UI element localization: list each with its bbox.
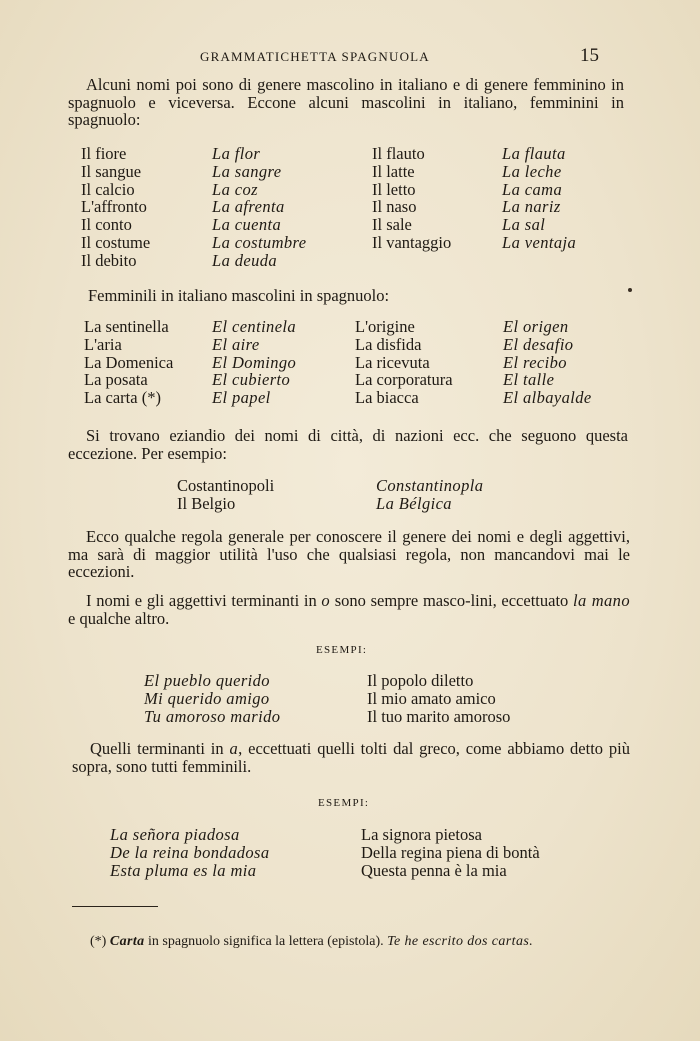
italian-phrase: Questa penna è la mia bbox=[361, 860, 507, 880]
spanish-word: La afrenta bbox=[212, 197, 285, 217]
masculine-italian-table bbox=[81, 145, 622, 270]
feminine-italian-table bbox=[84, 318, 628, 407]
spanish-word: El origen bbox=[503, 317, 569, 336]
italian-word: L'affronto bbox=[81, 197, 147, 217]
examples-label-2: ESEMPI: bbox=[318, 797, 370, 809]
running-title: GRAMMATICHETTA SPAGNUOLA bbox=[200, 49, 430, 64]
italian-word: L'origine bbox=[355, 317, 415, 336]
a-rule-part2: , eccettuati quelli tolti dal greco, come abbiamo detto più sopra, sono tutti femminili. bbox=[72, 739, 631, 776]
spanish-phrase: La Bélgica bbox=[376, 493, 452, 513]
spanish-word: La flauta bbox=[502, 144, 566, 163]
cities-examples bbox=[177, 477, 536, 513]
spanish-word: El talle bbox=[503, 370, 555, 390]
spanish-phrase: Constantinopla bbox=[376, 476, 484, 495]
italian-word: Il sangue bbox=[81, 161, 142, 181]
spanish-word: La nariz bbox=[502, 197, 561, 217]
intro-paragraph-text: Alcuni nomi poi sono di genere mascolino in italiano e di genere femminino in spagnuolo e viceversa. Eccone alcuni mascolini in italiano, femminini in spagnuolo: bbox=[68, 75, 624, 129]
spanish-word: La leche bbox=[502, 161, 562, 181]
italian-word: La biacca bbox=[355, 388, 419, 408]
italian-word: La disfida bbox=[355, 334, 422, 354]
cities-paragraph bbox=[68, 427, 628, 462]
spanish-word: El papel bbox=[212, 388, 271, 408]
footnote-text: in spagnuolo significa la lettera (epistola). bbox=[144, 934, 388, 949]
italian-word: La carta (*) bbox=[84, 388, 161, 408]
italian-word: Il flauto bbox=[372, 144, 425, 163]
a-rule-letter: a bbox=[229, 739, 239, 758]
footnote-marker: (*) bbox=[90, 934, 107, 949]
italian-phrase: Il tuo marito amoroso bbox=[367, 706, 511, 726]
spanish-word: La cuenta bbox=[212, 215, 282, 235]
spanish-word: El albayalde bbox=[503, 388, 592, 408]
italian-word: Il letto bbox=[372, 179, 416, 199]
italian-word: Il fiore bbox=[81, 144, 127, 163]
italian-phrase: Il Belgio bbox=[177, 493, 236, 513]
italian-word: Il naso bbox=[372, 197, 417, 217]
o-rule-paragraph bbox=[68, 592, 630, 627]
spanish-word: La sangre bbox=[212, 161, 282, 181]
spanish-phrase: Esta pluma es la mia bbox=[110, 860, 257, 880]
o-rule-exception: la mano bbox=[572, 591, 630, 610]
o-rule-letter: o bbox=[321, 591, 331, 610]
footnote bbox=[72, 932, 632, 952]
spanish-word: El aire bbox=[212, 334, 260, 354]
italian-word: La posata bbox=[84, 370, 148, 390]
rules-paragraph bbox=[68, 528, 630, 581]
italian-word: Il conto bbox=[81, 215, 132, 235]
spanish-word: La coz bbox=[212, 179, 258, 199]
italian-word: Il vantaggio bbox=[372, 232, 452, 252]
spanish-word: La costumbre bbox=[212, 232, 307, 252]
spanish-phrase: La señora piadosa bbox=[110, 825, 240, 844]
italian-word: Il calcio bbox=[81, 179, 135, 199]
italian-word: Il sale bbox=[372, 215, 412, 235]
italian-word: La corporatura bbox=[355, 370, 453, 390]
spanish-phrase: Tu amoroso marido bbox=[144, 706, 281, 726]
italian-phrase: La signora pietosa bbox=[361, 825, 482, 844]
italian-word: La Domenica bbox=[84, 352, 174, 372]
intro-paragraph bbox=[68, 76, 624, 129]
italian-word: Il latte bbox=[372, 161, 415, 181]
italian-phrase: Della regina piena di bontà bbox=[361, 842, 540, 862]
italian-word: L'aria bbox=[84, 334, 122, 354]
page-number: 15 bbox=[580, 45, 599, 66]
italian-phrase: Il mio amato amico bbox=[367, 688, 496, 708]
spanish-word: El cubierto bbox=[212, 370, 291, 390]
feminine-heading: Femminili in italiano mascolini in spagnuolo: bbox=[88, 286, 390, 305]
italian-word: Il debito bbox=[81, 250, 137, 270]
spanish-word: El Domingo bbox=[212, 352, 297, 372]
italian-word: La ricevuta bbox=[355, 352, 430, 372]
spanish-phrase: Mi querido amigo bbox=[144, 688, 270, 708]
spanish-phrase: El pueblo querido bbox=[144, 671, 270, 690]
footnote-word: Carta bbox=[109, 934, 145, 949]
page-speck bbox=[628, 288, 632, 292]
examples-2 bbox=[110, 826, 641, 879]
a-rule-paragraph bbox=[72, 740, 630, 775]
italian-phrase: Costantinopoli bbox=[177, 476, 275, 495]
a-rule-part1: Quelli terminanti in bbox=[90, 739, 230, 758]
page-header bbox=[0, 45, 700, 69]
cities-paragraph-text: Si trovano eziandio dei nomi di città, di nazioni ecc. che seguono questa eccezione. Per esempio: bbox=[68, 426, 628, 463]
rules-paragraph-text: Ecco qualche regola generale per conoscere il genere dei nomi e degli aggettivi, ma sarà di maggior utilità l'uso che qualsiasi regola, non mancandovi mai le eccezioni. bbox=[68, 527, 630, 581]
examples-label-1: ESEMPI: bbox=[316, 644, 368, 656]
spanish-word: La sal bbox=[502, 215, 546, 235]
spanish-word: La ventaja bbox=[502, 232, 577, 252]
spanish-word: El recibo bbox=[503, 352, 567, 372]
spanish-word: La cama bbox=[502, 179, 563, 199]
italian-phrase: Il popolo diletto bbox=[367, 671, 474, 690]
spanish-word: La deuda bbox=[212, 250, 278, 270]
examples-1 bbox=[144, 672, 587, 725]
footnote-rule bbox=[72, 906, 158, 907]
spanish-word: El desafio bbox=[503, 334, 574, 354]
spanish-phrase: De la reina bondadosa bbox=[110, 842, 270, 862]
o-rule-part2: sono sempre masco-lini, eccettuato bbox=[330, 591, 573, 610]
footnote-example: Te he escrito dos cartas. bbox=[387, 934, 534, 949]
spanish-word: El centinela bbox=[212, 317, 297, 336]
italian-word: Il costume bbox=[81, 232, 151, 252]
o-rule-part3: e qualche altro. bbox=[68, 608, 170, 628]
italian-word: La sentinella bbox=[84, 317, 169, 336]
o-rule-part1: I nomi e gli aggettivi terminanti in bbox=[86, 591, 322, 610]
spanish-word: La flor bbox=[212, 144, 261, 163]
